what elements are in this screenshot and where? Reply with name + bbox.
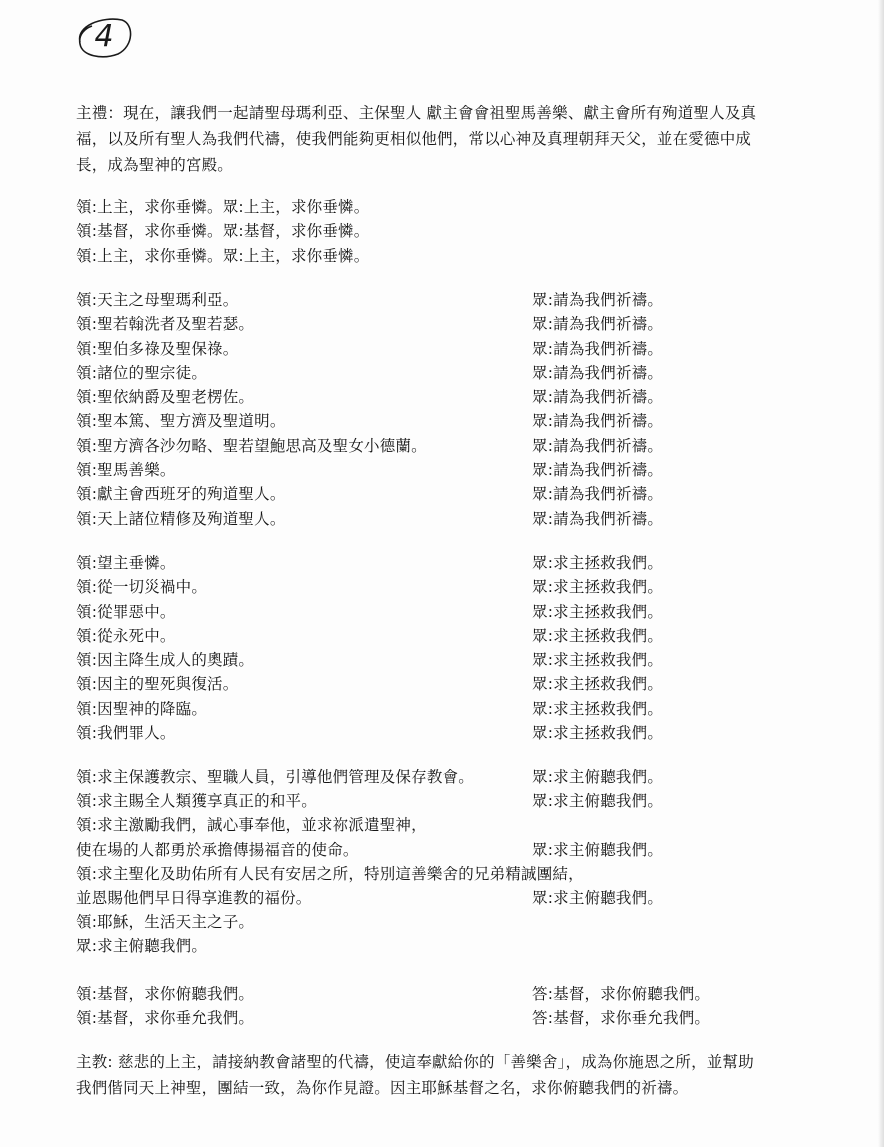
litany-row <box>76 672 776 696</box>
petition-row <box>76 813 776 837</box>
leader-line: 領:獻主會西班牙的殉道聖人。 <box>76 485 286 504</box>
leader-line: 領:基督，求你俯聽我們。 <box>76 985 255 1003</box>
litany-row <box>76 551 776 575</box>
litany-row <box>76 409 776 433</box>
people-response: 眾:求主拯救我們。 <box>532 699 664 718</box>
litany-row <box>76 312 776 336</box>
petition-row <box>76 838 776 862</box>
page-number <box>72 12 136 62</box>
leader-line: 領:求主聖化及助佑所有人民有安居之所，特別這善樂舍的兄弟精誠團結， <box>76 864 584 883</box>
litany-row <box>76 721 776 745</box>
litany-row <box>76 1006 776 1030</box>
people-response: 眾:請為我們祈禱。 <box>532 291 664 309</box>
leader-line: 領:望主垂憐。 <box>76 554 176 572</box>
people-response: 眾:求主俯聽我們。 <box>532 840 664 859</box>
leader-line: 領:聖方濟各沙勿略、聖若望鮑思高及聖女小德蘭。 <box>76 436 427 455</box>
kyrie-line: 領:上主，求你垂憐。眾:上主，求你垂憐。 <box>76 198 370 216</box>
final-prayer-line: 主教: 慈悲的上主，請接納教會諸聖的代禱，使這奉獻給你的「善樂舍」，成為你施恩之所，並幫助 <box>76 1053 754 1071</box>
litany-row <box>76 482 776 506</box>
leader-line: 並恩賜他們早日得享進教的福份。 <box>76 888 312 907</box>
petition-row <box>76 886 776 910</box>
leader-line: 領:因主降生成人的奧蹟。 <box>76 651 255 670</box>
leader-line: 領:求主激勵我們，誠心事奉他，並求祢派遣聖神， <box>76 816 427 835</box>
petition-row <box>76 934 776 958</box>
leader-line: 領:求主保護教宗、聖職人員，引導他們管理及保存教會。 <box>76 768 474 786</box>
people-response: 眾:請為我們祈禱。 <box>532 388 664 407</box>
kyrie-line: 領:基督，求你垂憐。眾:基督，求你垂憐。 <box>76 222 370 241</box>
litany-row <box>76 697 776 721</box>
litany-row <box>76 507 776 531</box>
final-prayer-line: 我們偕同天上神聖，團結一致，為你作見證。因主耶穌基督之名，求你俯聽我們的祈禱。 <box>76 1079 689 1097</box>
leader-line: 領:諸位的聖宗徒。 <box>76 363 208 382</box>
people-response: 眾:請為我們祈禱。 <box>532 339 664 358</box>
people-response: 眾:求主拯救我們。 <box>532 651 664 670</box>
intro-line: 長，成為聖神的宮殿。 <box>76 156 234 174</box>
leader-line: 領:聖伯多祿及聖保祿。 <box>76 339 239 358</box>
people-response: 眾:求主拯救我們。 <box>532 578 664 597</box>
kyrie-section <box>76 195 776 268</box>
leader-line: 領:聖馬善樂。 <box>76 461 176 480</box>
litany-row <box>76 458 776 482</box>
litany-row <box>76 624 776 648</box>
petition-row <box>76 910 776 934</box>
litany-row <box>76 337 776 361</box>
final-prayer <box>76 1049 816 1101</box>
closing-response-section <box>76 982 776 1031</box>
intro-paragraph <box>76 100 816 178</box>
litany-row <box>76 648 776 672</box>
litany-row <box>76 600 776 624</box>
people-response: 眾:請為我們祈禱。 <box>532 315 664 334</box>
leader-line: 眾:求主俯聽我們。 <box>76 937 208 956</box>
people-response: 眾:請為我們祈禱。 <box>532 509 664 528</box>
leader-line: 使在場的人都勇於承擔傳揚福音的使命。 <box>76 840 359 859</box>
petition-row <box>76 765 776 789</box>
intro-line: 主禮：現在，讓我們一起請聖母瑪利亞、主保聖人 獻主會會祖聖馬善樂、獻主會所有殉道聖人及真 <box>76 104 757 122</box>
litany-row <box>76 575 776 599</box>
leader-line: 領:從一切災禍中。 <box>76 578 208 597</box>
saints-litany-section <box>76 288 776 531</box>
leader-line: 領:天上諸位精修及殉道聖人。 <box>76 509 286 528</box>
people-response: 眾:請為我們祈禱。 <box>532 412 664 431</box>
litany-row <box>76 434 776 458</box>
leader-line: 領:因主的聖死與復活。 <box>76 675 239 694</box>
leader-line: 領:聖若翰洗者及聖若瑟。 <box>76 315 255 334</box>
leader-line: 領:聖本篤、聖方濟及聖道明。 <box>76 412 286 431</box>
people-response: 眾:請為我們祈禱。 <box>532 485 664 504</box>
people-response: 眾:請為我們祈禱。 <box>532 436 664 455</box>
litany-row <box>76 288 776 312</box>
people-response: 眾:請為我們祈禱。 <box>532 363 664 382</box>
leader-line: 領:因聖神的降臨。 <box>76 699 208 718</box>
petition-row <box>76 862 776 886</box>
leader-line: 領:我們罪人。 <box>76 724 176 743</box>
people-response: 眾:求主俯聽我們。 <box>532 768 664 786</box>
kyrie-line: 領:上主，求你垂憐。眾:上主，求你垂憐。 <box>76 246 370 265</box>
people-response: 眾:請為我們祈禱。 <box>532 461 664 480</box>
people-response: 眾:求主拯救我們。 <box>532 724 664 743</box>
litany-row <box>76 982 776 1006</box>
people-response: 眾:求主拯救我們。 <box>532 626 664 645</box>
petitions-section <box>76 765 776 959</box>
leader-line: 領:基督，求你垂允我們。 <box>76 1009 255 1028</box>
litany-row <box>76 385 776 409</box>
leader-line: 領:聖依納爵及聖老楞佐。 <box>76 388 255 407</box>
leader-line: 領:天主之母聖瑪利亞。 <box>76 291 239 309</box>
leader-line: 領:求主賜全人類獲享真正的和平。 <box>76 792 317 811</box>
scan-edge-shadow <box>878 0 884 1147</box>
people-response: 答:基督，求你垂允我們。 <box>532 1009 711 1028</box>
litany-row <box>76 361 776 385</box>
deliverance-litany-section <box>76 551 776 745</box>
people-response: 眾:求主俯聽我們。 <box>532 888 664 907</box>
people-response: 眾:求主拯救我們。 <box>532 675 664 694</box>
people-response: 答:基督，求你俯聽我們。 <box>532 985 711 1003</box>
people-response: 眾:求主拯救我們。 <box>532 602 664 621</box>
people-response: 眾:求主拯救我們。 <box>532 554 664 572</box>
leader-line: 領:耶穌，生活天主之子。 <box>76 913 255 932</box>
leader-line: 領:從罪惡中。 <box>76 602 176 621</box>
petition-row <box>76 789 776 813</box>
intro-line: 福，以及所有聖人為我們代禱，使我們能夠更相似他們，常以心神及真理朝拜天父，並在愛德中成 <box>76 130 752 148</box>
people-response: 眾:求主俯聽我們。 <box>532 792 664 811</box>
leader-line: 領:從永死中。 <box>76 626 176 645</box>
page-number-text: 4 <box>94 19 114 54</box>
